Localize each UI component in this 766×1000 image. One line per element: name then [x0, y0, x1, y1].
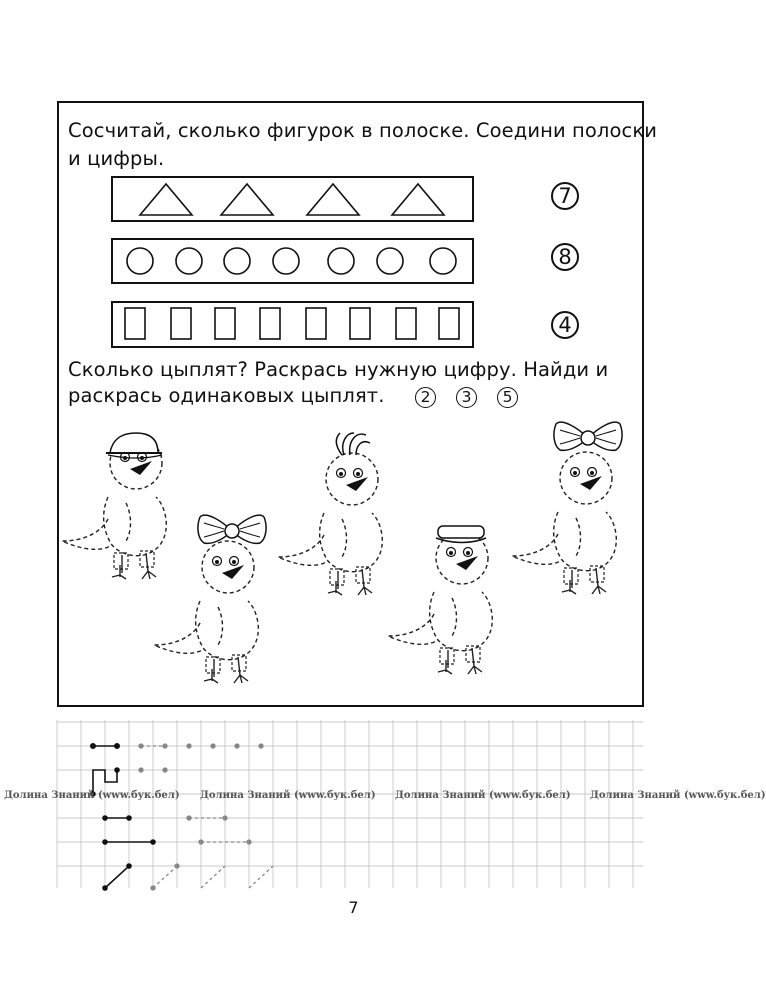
rectangle-strip[interactable]	[111, 301, 474, 348]
pattern-guides	[139, 744, 273, 890]
option-circle-3[interactable]: 3	[456, 387, 477, 408]
watermark-4: Долина Знаний (www.бук.бел)	[590, 790, 766, 801]
chick-with-tuft[interactable]	[292, 415, 402, 615]
chick-with-cap[interactable]	[392, 500, 512, 700]
triangle-strip[interactable]	[111, 176, 474, 222]
number-circle-4[interactable]: 4	[551, 311, 579, 339]
option-circle-2[interactable]: 2	[415, 387, 436, 408]
task2-line2: раскрась одинаковых цыплят.	[68, 384, 385, 407]
task1-line1: Сосчитай, сколько фигурок в полоске. Соедини полоски	[68, 119, 657, 142]
chick-with-bow-right[interactable]	[512, 410, 632, 610]
option-circle-5[interactable]: 5	[497, 387, 518, 408]
task2-line1: Сколько цыплят? Раскрась нужную цифру. Найди и	[68, 358, 609, 381]
watermark-1: Долина Знаний (www.бук.бел)	[4, 790, 180, 801]
circle-strip[interactable]	[111, 238, 474, 284]
circle-shapes	[113, 240, 471, 281]
number-circle-8[interactable]: 8	[551, 243, 579, 271]
watermark-2: Долина Знаний (www.бук.бел)	[200, 790, 376, 801]
chick-with-bow-left[interactable]	[158, 505, 278, 705]
copy-grid	[57, 720, 643, 888]
rectangle-shapes	[113, 303, 471, 345]
number-circle-7[interactable]: 7	[551, 182, 579, 210]
triangle-shapes	[113, 178, 471, 219]
watermark-3: Долина Знаний (www.бук.бел)	[395, 790, 571, 801]
pattern-examples	[91, 744, 155, 890]
task1-line2: и цифры.	[68, 147, 165, 170]
page-number: 7	[348, 898, 359, 917]
